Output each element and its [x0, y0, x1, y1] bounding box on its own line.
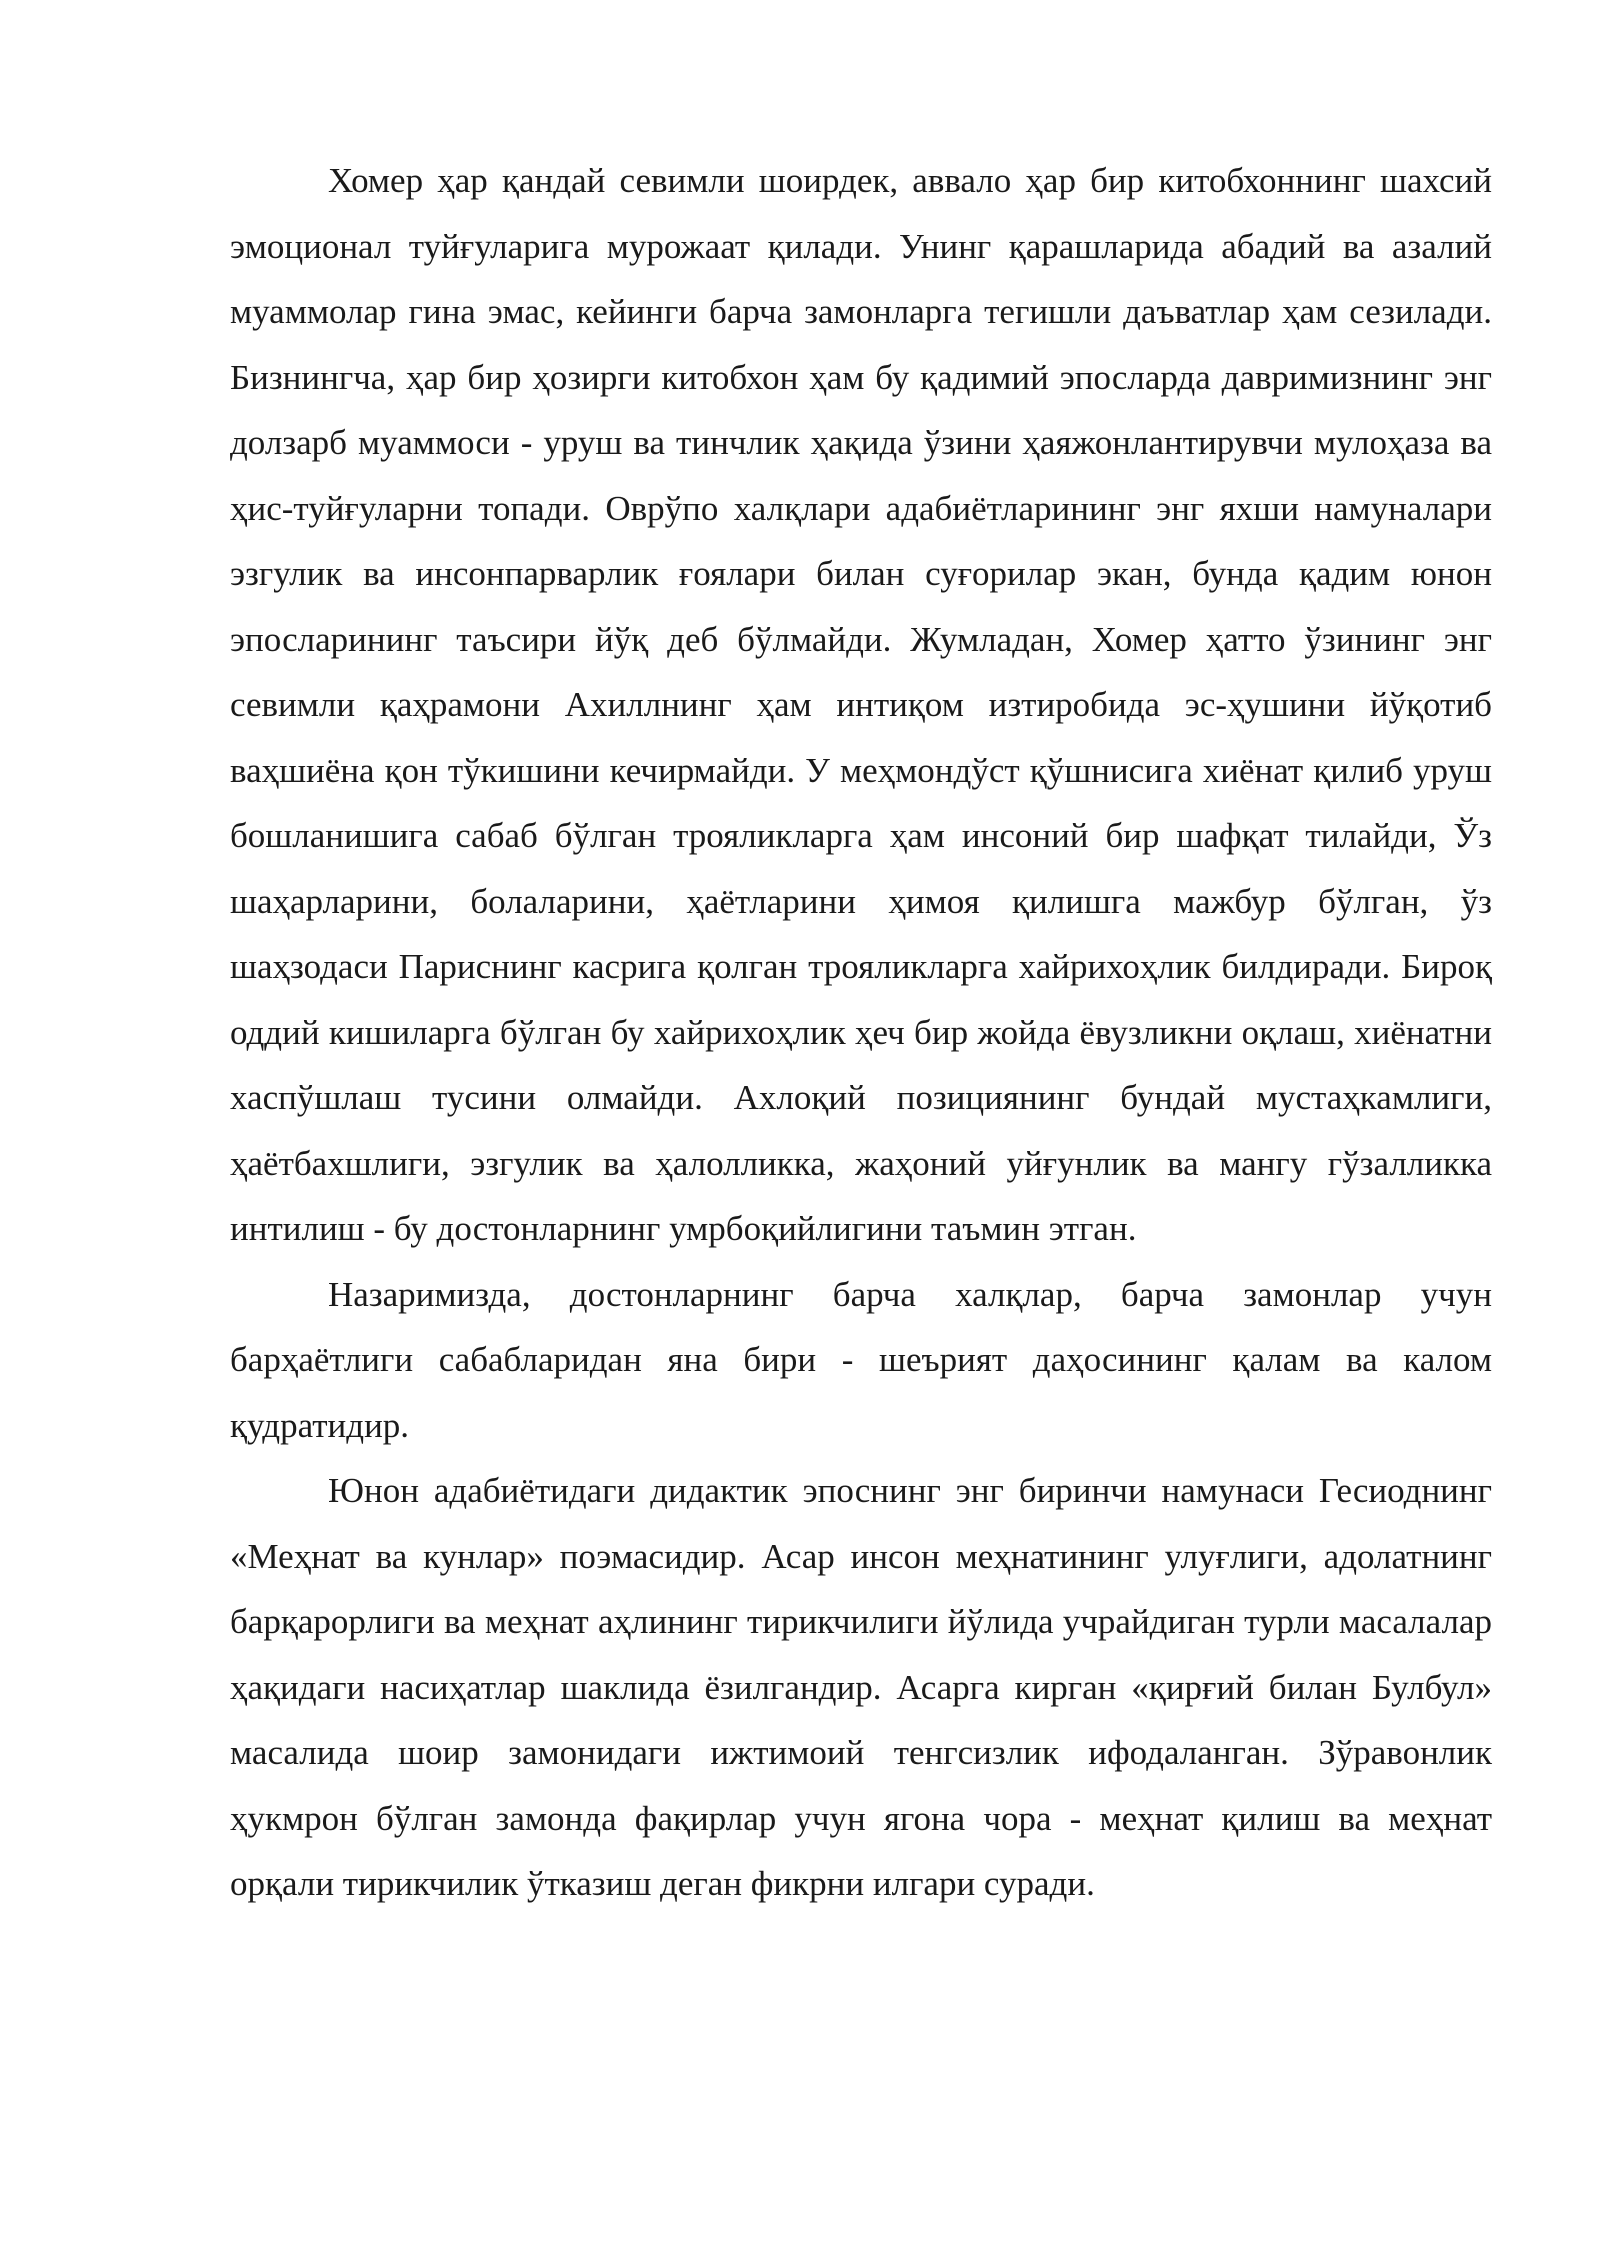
paragraph-homer-ethics: Хомер ҳар қандай севимли шоирдек, аввало ҳар бир китобхоннинг шахсий эмоционал туйғуларига мурожаат қилади. Унинг қарашларида абадий ва азалий муаммолар гина эмас, кейинги барча замонларга тегишли даъватлар ҳам сезилади. Бизнингча, ҳар бир ҳозирги китобхон ҳам бу қадимий эпосларда давримизнинг энг долзарб муаммоси - уруш ва тинчлик ҳақида ўзини ҳаяжонлантирувчи мулоҳаза ва ҳис-туйғуларни топади. Оврўпо халқлари адабиётларининг энг яхши намуналари эзгулик ва инсонпарварлик ғоялари билан суғорилар экан, бунда қадим юнон эпосларининг таъсири йўқ деб бўлмайди. Жумладан, Хомер ҳатто ўзининг энг севимли қаҳрамони Ахиллнинг ҳам интиқом изтиробида эс-ҳушини йўқотиб ваҳшиёна қон тўкишини кечирмайди. У меҳмондўст қўшнисига хиёнат қилиб уруш бошланишига сабаб бўлган трояликларга ҳам инсоний бир шафқат тилайди, Ўз шаҳарларини, болаларини, ҳаётларини ҳимоя қилишга мажбур бўлган, ўз шаҳзодаси Париснинг касрига қолган трояликларга хайрихоҳлик билдиради. Бироқ оддий кишиларга бўлган бу хайрихоҳлик ҳеч бир жойда ёвузликни оқлаш, хиёнатни хаспўшлаш тусини олмайди. Ахлоқий позициянинг бундай мустаҳкамлиги, ҳаётбахшлиги, эзгулик ва ҳалолликка, жаҳоний уйғунлик ва мангу гўзалликка интилиш - бу достонларнинг умрбоқийлигини таъмин этган. [230, 161, 1492, 1248]
document-body [230, 148, 1492, 1917]
paragraph-eternal-epics: Назаримизда, достонларнинг барча халқлар, барча замонлар учун барҳаётлиги сабабларидан яна бири - шеърият даҳосининг қалам ва калом қудратидир. [230, 1274, 1492, 1445]
paragraph-hesiod-works-and-days: Юнон адабиётидаги дидактик эпоснинг энг биринчи намунаси Гесиоднинг «Меҳнат ва кунлар» поэмасидир. Асар инсон меҳнатининг улуғлиги, адолатнинг барқарорлиги ва меҳнат аҳлининг тирикчилиги йўлида учрайдиган турли масалалар ҳақидаги насиҳатлар шаклида ёзилгандир. Асарга кирган «қирғий билан Булбул» масалида шоир замонидаги ижтимоий тенгсизлик ифодаланган. Зўравонлик ҳукмрон бўлган замонда фақирлар учун ягона чора - меҳнат қилиш ва меҳнат орқали тирикчилик ўтказиш деган фикрни илгари суради. [230, 1471, 1492, 1903]
